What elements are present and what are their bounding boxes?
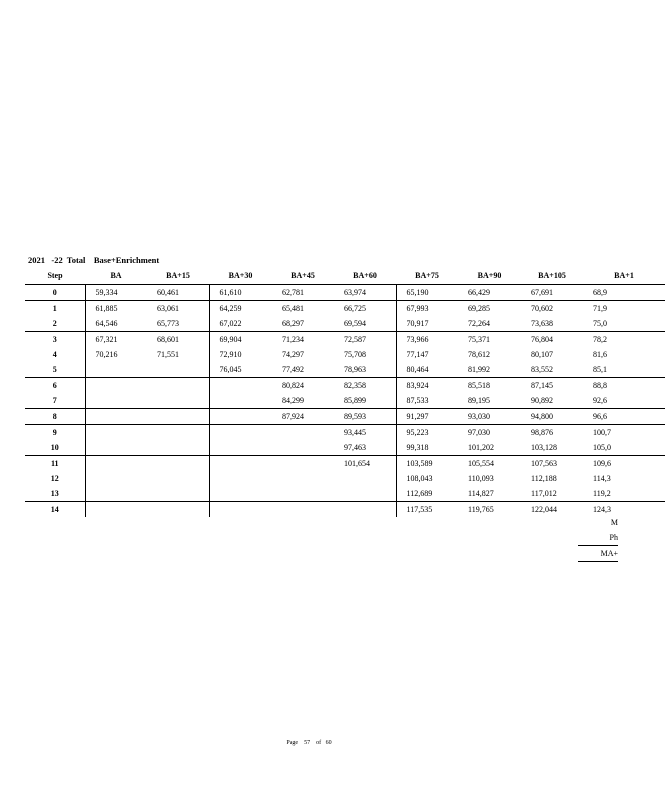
value-cell: 124,3	[583, 502, 665, 518]
value-cell	[85, 456, 147, 472]
right-label: MA+	[578, 546, 618, 562]
value-cell: 72,264	[468, 318, 490, 328]
value-cell	[272, 456, 334, 472]
value-cell: 72,910	[209, 347, 272, 362]
value-cell: 103,589	[396, 456, 458, 472]
value-cell: 69,594	[344, 318, 366, 328]
value-cell: 87,145	[521, 378, 583, 394]
step-cell: 2	[52, 318, 57, 328]
table-row	[25, 362, 665, 378]
table-row	[25, 347, 665, 362]
value-cell: 93,030	[458, 409, 521, 425]
value-cell: 87,533	[396, 393, 458, 409]
table-row	[25, 471, 665, 486]
value-cell: 69,285	[458, 301, 521, 317]
value-cell	[147, 502, 209, 518]
value-cell: 78,612	[468, 349, 490, 359]
value-cell: 67,321	[85, 332, 147, 348]
value-cell	[147, 409, 209, 425]
value-cell	[85, 378, 147, 394]
value-cell: 75,371	[458, 332, 521, 348]
column-header: BA	[85, 268, 147, 285]
value-cell	[209, 409, 272, 425]
value-cell	[85, 425, 147, 441]
value-cell: 89,593	[334, 409, 396, 425]
value-cell: 83,924	[396, 378, 458, 394]
value-cell	[334, 502, 396, 518]
value-cell	[272, 425, 334, 441]
value-cell	[147, 456, 209, 472]
table-row	[25, 440, 665, 456]
value-cell: 94,800	[521, 409, 583, 425]
value-cell: 119,2	[593, 488, 611, 498]
value-cell	[272, 471, 334, 486]
value-cell: 59,334	[85, 285, 147, 301]
value-cell	[85, 486, 147, 502]
value-cell: 117,012	[531, 488, 557, 498]
salary-table	[25, 268, 665, 517]
table-row	[25, 409, 665, 425]
value-cell: 80,464	[396, 362, 458, 378]
value-cell: 96,6	[583, 409, 665, 425]
value-cell: 75,0	[593, 318, 607, 328]
value-cell: 63,061	[147, 301, 209, 317]
value-cell: 81,992	[468, 364, 490, 374]
column-header: BA+45	[272, 268, 334, 285]
table-row	[25, 378, 665, 394]
value-cell: 109,6	[583, 456, 665, 472]
value-cell: 122,044	[521, 502, 583, 518]
value-cell: 105,554	[458, 456, 521, 472]
value-cell: 65,190	[396, 285, 458, 301]
value-cell: 61,885	[85, 301, 147, 317]
value-cell: 68,601	[147, 332, 209, 348]
table-row	[25, 316, 665, 332]
value-cell: 77,147	[396, 347, 458, 362]
step-cell: 6	[25, 378, 85, 394]
value-cell	[85, 471, 147, 486]
value-cell: 89,195	[468, 395, 490, 405]
value-cell: 60,461	[157, 287, 179, 297]
value-cell: 95,223	[396, 425, 458, 441]
value-cell	[209, 378, 272, 394]
column-header: BA+105	[521, 268, 583, 285]
column-header-step: Step	[25, 268, 85, 285]
value-cell: 93,445	[334, 425, 396, 441]
value-cell	[272, 486, 334, 502]
value-cell: 114,827	[468, 488, 494, 498]
value-cell: 87,924	[272, 409, 334, 425]
value-cell: 112,188	[531, 473, 557, 483]
table-row	[25, 486, 665, 502]
table-title: 2021 -22 Total Base+Enrichment	[28, 255, 160, 265]
value-cell: 78,963	[344, 364, 366, 374]
step-cell: 3	[25, 332, 85, 348]
step-cell: 8	[25, 409, 85, 425]
value-cell	[147, 440, 209, 456]
value-cell	[209, 471, 272, 486]
value-cell	[209, 440, 272, 456]
value-cell	[209, 456, 272, 472]
value-cell	[85, 440, 147, 456]
right-label: Ph	[578, 530, 618, 546]
value-cell: 76,045	[209, 362, 272, 378]
value-cell	[85, 409, 147, 425]
value-cell: 101,654	[334, 456, 396, 472]
value-cell: 100,7	[583, 425, 665, 441]
value-cell	[272, 502, 334, 518]
step-cell: 13	[50, 488, 59, 498]
table-row	[25, 425, 665, 441]
value-cell: 103,128	[531, 442, 557, 452]
value-cell: 92,6	[593, 395, 607, 405]
header-row	[25, 268, 665, 285]
value-cell: 71,234	[272, 332, 334, 348]
value-cell: 71,9	[583, 301, 665, 317]
value-cell: 67,022	[209, 316, 272, 332]
column-header: BA+90	[458, 268, 521, 285]
value-cell	[209, 425, 272, 441]
step-cell: 11	[25, 456, 85, 472]
value-cell: 91,297	[396, 409, 458, 425]
value-cell: 114,3	[593, 473, 611, 483]
value-cell	[209, 502, 272, 518]
value-cell: 99,318	[396, 440, 458, 456]
column-header: BA+15	[147, 268, 209, 285]
value-cell: 85,899	[344, 395, 366, 405]
table-row	[25, 332, 665, 348]
value-cell: 69,904	[209, 332, 272, 348]
step-cell: 7	[52, 395, 57, 405]
table-row	[25, 393, 665, 409]
value-cell: 77,492	[282, 364, 304, 374]
value-cell: 98,876	[521, 425, 583, 441]
value-cell: 112,689	[396, 486, 458, 502]
table-row	[25, 285, 665, 301]
step-cell: 12	[50, 473, 59, 483]
value-cell: 68,9	[593, 287, 607, 297]
value-cell: 66,429	[468, 287, 490, 297]
value-cell: 119,765	[458, 502, 521, 518]
value-cell	[147, 393, 209, 409]
value-cell	[85, 362, 147, 378]
table-row	[25, 456, 665, 472]
value-cell: 107,563	[521, 456, 583, 472]
step-cell: 10	[50, 442, 59, 452]
value-cell: 97,030	[458, 425, 521, 441]
value-cell: 101,202	[468, 442, 494, 452]
salary-table-container	[25, 268, 634, 568]
value-cell: 85,1	[593, 364, 607, 374]
value-cell: 71,551	[157, 349, 179, 359]
value-cell: 105,0	[593, 442, 611, 452]
value-cell: 84,299	[282, 395, 304, 405]
value-cell	[334, 471, 396, 486]
value-cell: 90,892	[531, 395, 553, 405]
value-cell: 83,552	[531, 364, 553, 374]
value-cell: 72,587	[334, 332, 396, 348]
value-cell	[85, 393, 147, 409]
value-cell: 80,107	[531, 349, 553, 359]
value-cell	[209, 486, 272, 502]
value-cell: 67,691	[531, 287, 553, 297]
column-header: BA+60	[334, 268, 396, 285]
value-cell: 64,259	[209, 301, 272, 317]
value-cell	[272, 440, 334, 456]
value-cell	[147, 378, 209, 394]
value-cell	[147, 471, 209, 486]
value-cell: 63,974	[344, 287, 366, 297]
step-cell: 4	[52, 349, 57, 359]
value-cell: 68,297	[282, 318, 304, 328]
value-cell	[147, 486, 209, 502]
value-cell: 73,638	[531, 318, 553, 328]
value-cell: 64,546	[85, 316, 147, 332]
value-cell: 108,043	[396, 471, 458, 486]
step-cell: 0	[52, 287, 57, 297]
table-row	[25, 502, 665, 518]
value-cell: 75,708	[344, 349, 366, 359]
column-header: BA+1	[583, 268, 665, 285]
value-cell: 85,518	[458, 378, 521, 394]
step-cell: 5	[52, 364, 57, 374]
value-cell	[147, 425, 209, 441]
step-cell: 1	[25, 301, 85, 317]
value-cell: 66,725	[334, 301, 396, 317]
value-cell: 73,966	[396, 332, 458, 348]
value-cell: 62,781	[282, 287, 304, 297]
value-cell: 80,824	[272, 378, 334, 394]
column-header: BA+30	[209, 268, 272, 285]
value-cell: 70,216	[85, 347, 147, 362]
value-cell: 78,2	[583, 332, 665, 348]
value-cell: 82,358	[334, 378, 396, 394]
value-cell: 61,610	[209, 285, 272, 301]
value-cell: 70,917	[396, 316, 458, 332]
value-cell: 74,297	[282, 349, 304, 359]
column-header: BA+75	[396, 268, 458, 285]
step-cell: 9	[25, 425, 85, 441]
value-cell	[209, 393, 272, 409]
right-edge-labels	[578, 515, 618, 562]
page-footer: Page 57 of 60	[286, 740, 332, 746]
value-cell: 65,773	[157, 318, 179, 328]
value-cell	[334, 486, 396, 502]
value-cell: 65,481	[272, 301, 334, 317]
value-cell: 110,093	[468, 473, 494, 483]
step-cell: 14	[25, 502, 85, 518]
value-cell: 88,8	[583, 378, 665, 394]
value-cell: 76,804	[521, 332, 583, 348]
value-cell	[85, 502, 147, 518]
value-cell: 97,463	[344, 442, 366, 452]
right-label: M	[610, 518, 618, 527]
value-cell: 117,535	[396, 502, 458, 518]
table-row	[25, 301, 665, 317]
value-cell	[147, 362, 209, 378]
value-cell: 81,6	[593, 349, 607, 359]
value-cell: 67,993	[396, 301, 458, 317]
value-cell: 70,602	[521, 301, 583, 317]
